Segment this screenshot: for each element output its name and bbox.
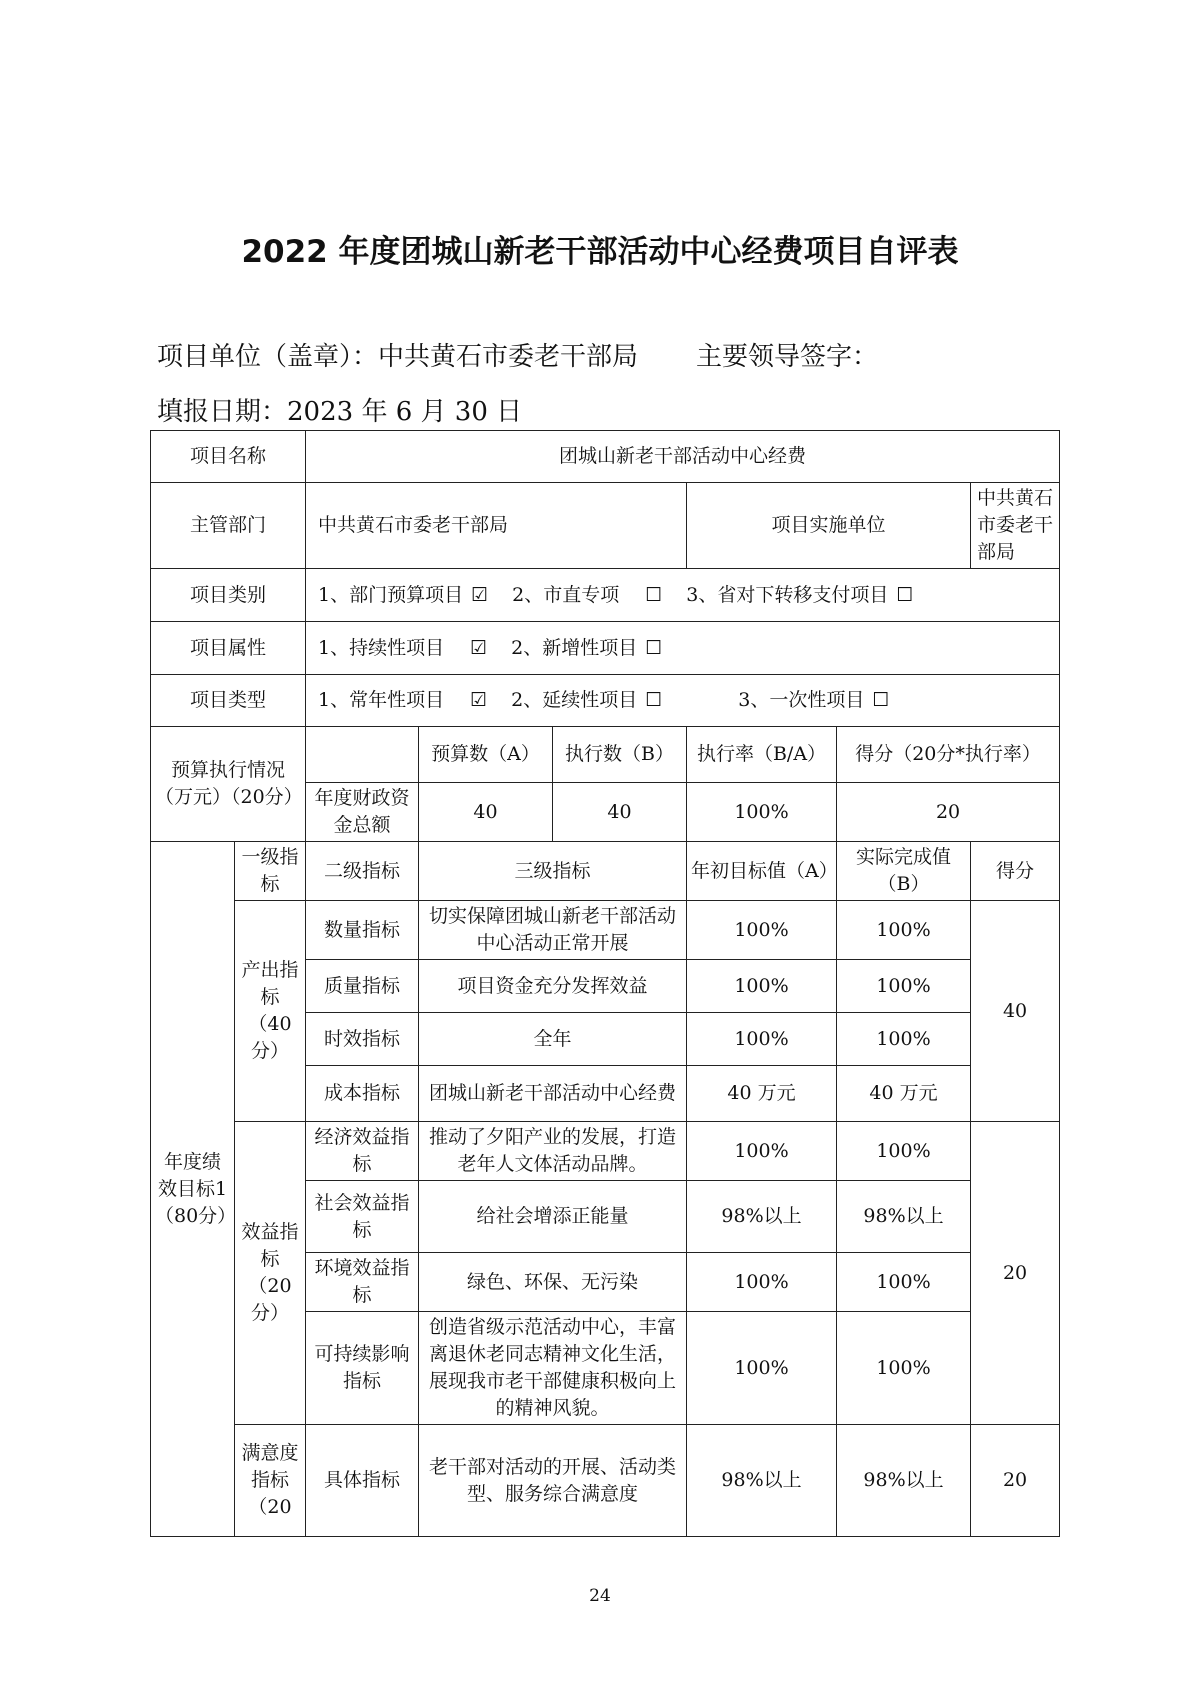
level2-cell: 社会效益指标 xyxy=(306,1181,419,1253)
project-name-value: 团城山新老干部活动中心经费 xyxy=(306,431,1060,483)
level2-cell: 质量指标 xyxy=(306,960,419,1013)
date-value: 2023 年 6 月 30 日 xyxy=(287,397,523,427)
actual-cell: 40 万元 xyxy=(837,1066,971,1122)
date-line xyxy=(157,391,522,428)
target-cell: 100% xyxy=(687,901,837,960)
indicator-header-score: 得分 xyxy=(971,842,1060,901)
checked-box-icon[interactable]: ☑ xyxy=(471,583,489,606)
dept-value: 中共黄石市委老干部局 xyxy=(306,483,687,569)
target-cell: 100% xyxy=(687,1253,837,1312)
page-title: 2022 年度团城山新老干部活动中心经费项目自评表 xyxy=(241,234,959,270)
benefit-score-cell: 20 xyxy=(971,1122,1060,1425)
level3-cell: 老干部对活动的开展、活动类型、服务综合满意度 xyxy=(419,1425,687,1537)
actual-cell: 100% xyxy=(837,1253,971,1312)
category-option-3: 3、省对下转移支付项目 xyxy=(686,583,889,606)
unchecked-box-icon[interactable]: ☐ xyxy=(645,636,663,659)
category-option-2: 2、市直专项 xyxy=(512,583,620,606)
level3-cell: 项目资金充分发挥效益 xyxy=(419,960,687,1013)
attribute-label: 项目属性 xyxy=(151,622,306,675)
budget-label: 预算执行情况（万元）（20分） xyxy=(151,727,306,842)
dept-label: 主管部门 xyxy=(151,483,306,569)
target-cell: 100% xyxy=(687,1122,837,1181)
table-row xyxy=(151,901,1060,960)
table-row xyxy=(151,1425,1060,1537)
type-option-3: 3、一次性项目 xyxy=(738,689,865,711)
budget-value-a: 40 xyxy=(419,783,553,842)
budget-row-label: 年度财政资金总额 xyxy=(306,783,419,842)
attribute-row xyxy=(151,622,1060,675)
level3-cell: 推动了夕阳产业的发展，打造老年人文体活动品牌。 xyxy=(419,1122,687,1181)
budget-blank-cell xyxy=(306,727,419,783)
budget-header-rate: 执行率（B/A） xyxy=(687,727,837,783)
type-option-2: 2、延续性项目 xyxy=(511,689,638,711)
target-cell: 98%以上 xyxy=(687,1181,837,1253)
target-cell: 100% xyxy=(687,1312,837,1425)
checked-box-icon[interactable]: ☑ xyxy=(470,689,488,711)
level3-cell: 全年 xyxy=(419,1013,687,1066)
page-number: 24 xyxy=(589,1586,611,1606)
budget-header-score: 得分（20分*执行率） xyxy=(837,727,1060,783)
date-label: 填报日期： xyxy=(157,397,288,427)
dept-row xyxy=(151,483,1060,569)
type-option-1: 1、常年性项目 xyxy=(318,689,445,711)
category-option-1: 1、部门预算项目 xyxy=(318,583,464,606)
self-evaluation-table xyxy=(150,430,1060,1537)
attribute-option-1: 1、持续性项目 xyxy=(318,636,445,659)
category-options xyxy=(306,569,1060,622)
unchecked-box-icon[interactable]: ☐ xyxy=(896,583,914,606)
budget-value-rate: 100% xyxy=(687,783,837,842)
impl-unit-label: 项目实施单位 xyxy=(687,483,971,569)
unit-label: 项目单位（盖章）： xyxy=(157,342,379,372)
performance-goal-label: 年度绩效目标1（80分） xyxy=(151,842,235,1537)
level3-cell: 给社会增添正能量 xyxy=(419,1181,687,1253)
level3-cell: 绿色、环保、无污染 xyxy=(419,1253,687,1312)
budget-header-a: 预算数（A） xyxy=(419,727,553,783)
indicator-header-level1: 一级指标 xyxy=(235,842,306,901)
satisfaction-score-cell: 20 xyxy=(971,1425,1060,1537)
level3-cell: 切实保障团城山新老干部活动中心活动正常开展 xyxy=(419,901,687,960)
level2-cell: 数量指标 xyxy=(306,901,419,960)
impl-unit-value: 中共黄石市委老干部局 xyxy=(971,483,1060,569)
leader-signature-label: 主要领导签字： xyxy=(696,342,879,372)
level2-cell: 时效指标 xyxy=(306,1013,419,1066)
actual-cell: 100% xyxy=(837,1122,971,1181)
indicator-header-row xyxy=(151,842,1060,901)
target-cell: 100% xyxy=(687,960,837,1013)
actual-cell: 98%以上 xyxy=(837,1425,971,1537)
indicator-header-actual: 实际完成值（B） xyxy=(837,842,971,901)
target-cell: 40 万元 xyxy=(687,1066,837,1122)
output-indicator-label: 产出指标（40分） xyxy=(235,901,306,1122)
output-score-cell: 40 xyxy=(971,901,1060,1122)
indicator-header-level2: 二级指标 xyxy=(306,842,419,901)
table-row xyxy=(151,1122,1060,1181)
category-label: 项目类别 xyxy=(151,569,306,622)
unit-line xyxy=(157,336,878,373)
type-label: 项目类型 xyxy=(151,675,306,727)
indicator-header-target: 年初目标值（A） xyxy=(687,842,837,901)
actual-cell: 100% xyxy=(837,1312,971,1425)
category-row xyxy=(151,569,1060,622)
level2-cell: 可持续影响指标 xyxy=(306,1312,419,1425)
target-cell: 100% xyxy=(687,1013,837,1066)
budget-value-score: 20 xyxy=(837,783,1060,842)
unit-value: 中共黄石市委老干部局 xyxy=(378,342,639,372)
actual-cell: 100% xyxy=(837,1013,971,1066)
level2-cell: 具体指标 xyxy=(306,1425,419,1537)
benefit-indicator-label: 效益指标（20分） xyxy=(235,1122,306,1425)
type-row xyxy=(151,675,1060,727)
budget-header-b: 执行数（B） xyxy=(553,727,687,783)
level3-cell: 团城山新老干部活动中心经费 xyxy=(419,1066,687,1122)
level2-cell: 经济效益指标 xyxy=(306,1122,419,1181)
level2-cell: 环境效益指标 xyxy=(306,1253,419,1312)
attribute-options xyxy=(306,622,1060,675)
target-cell: 98%以上 xyxy=(687,1425,837,1537)
attribute-option-2: 2、新增性项目 xyxy=(511,636,638,659)
indicator-header-level3: 三级指标 xyxy=(419,842,687,901)
unchecked-box-icon[interactable]: ☐ xyxy=(872,689,890,711)
project-name-label: 项目名称 xyxy=(151,431,306,483)
checked-box-icon[interactable]: ☑ xyxy=(470,636,488,659)
actual-cell: 100% xyxy=(837,901,971,960)
type-options xyxy=(306,675,1060,727)
budget-header-row xyxy=(151,727,1060,783)
budget-value-b: 40 xyxy=(553,783,687,842)
project-name-row xyxy=(151,431,1060,483)
unchecked-box-icon[interactable]: ☐ xyxy=(645,583,663,606)
unchecked-box-icon[interactable]: ☐ xyxy=(645,689,663,711)
satisfaction-indicator-label: 满意度指标（20 xyxy=(235,1425,306,1537)
level3-cell: 创造省级示范活动中心，丰富离退休老同志精神文化生活，展现我市老干部健康积极向上的精神风貌。 xyxy=(419,1312,687,1425)
level2-cell: 成本指标 xyxy=(306,1066,419,1122)
actual-cell: 98%以上 xyxy=(837,1181,971,1253)
actual-cell: 100% xyxy=(837,960,971,1013)
